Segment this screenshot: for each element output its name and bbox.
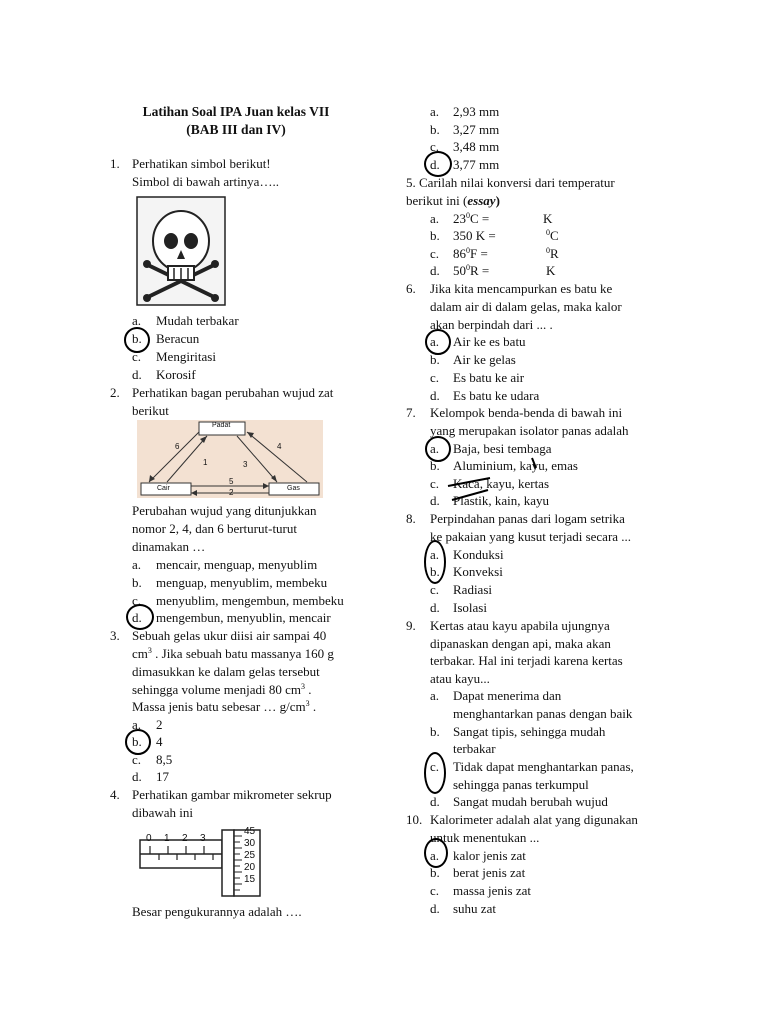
q5-item-c-unit: $^0$R (546, 246, 559, 261)
q3-number: 3. (110, 628, 120, 643)
skull-crossbones-symbol (136, 196, 226, 306)
q5-item-d-unit: K (546, 263, 556, 278)
q3-option-a: 2 (156, 717, 163, 732)
q8-number: 8. (406, 511, 416, 526)
q6-text: akan berpindah dari ... . (430, 317, 553, 332)
q6-text: dalam air di dalam gelas, maka kalor (430, 299, 622, 314)
q4-option-d: 3,77 mm (453, 157, 500, 172)
q10-option-letter: b. (430, 865, 440, 880)
q9-option-letter: d. (430, 794, 440, 809)
q1-option-letter: d. (132, 367, 142, 382)
q4-option-letter: b. (430, 122, 440, 137)
q6-text: Jika kita mencampurkan es batu ke (430, 281, 613, 296)
arrow-number: 5 (229, 477, 234, 486)
answer-circle-mark (124, 327, 150, 353)
q9-option-b: Sangat tipis, sehingga mudah (453, 724, 606, 739)
q8-option-letter: b. (430, 564, 440, 579)
q8-text: ke pakaian yang kusut terjadi secara ... (430, 529, 632, 544)
q2-text: berikut (132, 403, 169, 418)
q2-text: nomor 2, 4, dan 6 berturut-turut (132, 521, 297, 536)
q8-text: Perpindahan panas dari logam setrika (430, 511, 625, 526)
q5-item-d: $50^0R$ = (453, 263, 490, 278)
q9-text: dipanaskan dengan api, maka akan (430, 636, 611, 651)
q1-text: Perhatikan simbol berikut! (132, 156, 271, 171)
main-scale-label: 1 (164, 833, 170, 844)
q7-option-b: Aluminium, kayu, emas (453, 458, 578, 473)
q7-option-letter: a. (430, 441, 440, 456)
q4-option-b: 3,27 mm (453, 122, 500, 137)
thimble-scale-label: 20 (244, 862, 256, 873)
q9-option-letter: a. (430, 688, 440, 703)
answer-circle-mark (125, 729, 151, 755)
main-scale-label: 2 (182, 833, 188, 844)
q3-text: $cm^3$ . Jika sebuah batu massanya 160 g (132, 646, 334, 661)
answer-circle-mark (424, 540, 446, 584)
state-liquid-label: Cair (157, 485, 170, 492)
q4-option-c: 3,48 mm (453, 139, 500, 154)
q7-text: yang merupakan isolator panas adalah (430, 423, 629, 438)
q4-number: 4. (110, 787, 120, 802)
phase-change-diagram (137, 420, 323, 498)
q10-option-d: suhu zat (453, 901, 496, 916)
q6-option-c: Es batu ke air (453, 370, 525, 385)
q1-number: 1. (110, 156, 120, 171)
q3-option-letter: c. (132, 752, 142, 767)
q10-number: 10. (406, 812, 423, 827)
q2-option-letter: d. (132, 610, 142, 625)
q1-option-letter: a. (132, 313, 142, 328)
thimble-scale-label: 30 (244, 838, 256, 849)
q2-option-c: menyublim, mengembun, membeku (156, 593, 344, 608)
q3-option-b: 4 (156, 734, 163, 749)
q9-text: terbakar. Hal ini terjadi karena kertas (430, 653, 623, 668)
q5-item-letter: c. (430, 246, 440, 261)
q6-option-letter: a. (430, 334, 440, 349)
thimble-scale-label: 25 (244, 850, 256, 861)
q1-option-letter: c. (132, 349, 142, 364)
arrow-number: 1 (203, 458, 208, 467)
q2-text: dinamakan … (132, 539, 206, 554)
q8-option-b: Konveksi (453, 564, 503, 579)
page-title: Latihan Soal IPA Juan kelas VII (142, 104, 330, 119)
q4-option-letter: a. (430, 104, 440, 119)
q8-option-letter: c. (430, 582, 440, 597)
q5-item-a-unit: K (543, 211, 553, 226)
q8-option-letter: a. (430, 547, 440, 562)
q9-number: 9. (406, 618, 416, 633)
q4-option-a: 2,93 mm (453, 104, 500, 119)
q5-item-b: 350 K = (453, 228, 496, 243)
q7-option-letter: c. (430, 476, 440, 491)
q1-option-b: Beracun (156, 331, 200, 346)
q9-option-a-cont: menghantarkan panas dengan baik (453, 706, 633, 721)
q3-option-letter: b. (132, 734, 142, 749)
q9-text: Kertas atau kayu apabila ujungnya (430, 618, 610, 633)
q5-item-letter: d. (430, 263, 440, 278)
q8-option-d: Isolasi (453, 600, 487, 615)
q2-option-b: menguap, menyublim, membeku (156, 575, 328, 590)
q7-option-letter: b. (430, 458, 440, 473)
q10-option-letter: d. (430, 901, 440, 916)
q9-option-b-cont: terbakar (453, 741, 496, 756)
arrow-number: 6 (175, 442, 180, 451)
answer-circle-mark (424, 838, 448, 868)
q5-item-letter: a. (430, 211, 440, 226)
arrow-number: 2 (229, 488, 234, 497)
state-solid-label: Padat (212, 422, 231, 429)
q4-text: Besar pengukurannya adalah …. (132, 904, 302, 919)
q4-option-letter: d. (430, 157, 440, 172)
q10-option-a: kalor jenis zat (453, 848, 526, 863)
q7-option-d: Plastik, kain, kayu (453, 493, 550, 508)
q2-option-letter: a. (132, 557, 142, 572)
q9-option-letter: c. (430, 759, 440, 774)
q10-option-letter: c. (430, 883, 440, 898)
q6-option-a: Air ke es batu (453, 334, 526, 349)
q5-item-b-unit: $^0$C (546, 228, 559, 243)
answer-circle-mark (424, 752, 446, 794)
q8-option-letter: d. (430, 600, 440, 615)
q10-text: untuk menentukan ... (430, 830, 540, 845)
q2-option-letter: b. (132, 575, 142, 590)
q7-text: Kelompok benda-benda di bawah ini (430, 405, 623, 420)
q1-option-c: Mengiritasi (156, 349, 216, 364)
q10-option-b: berat jenis zat (453, 865, 526, 880)
q2-option-letter: c. (132, 593, 142, 608)
q6-option-letter: c. (430, 370, 440, 385)
thimble-scale-label: 45 (244, 826, 256, 837)
q4-option-letter: c. (430, 139, 440, 154)
q2-option-a: mencair, menguap, menyublim (156, 557, 318, 572)
q6-option-letter: d. (430, 388, 440, 403)
q9-option-a: Dapat menerima dan (453, 688, 562, 703)
q7-option-a: Baja, besi tembaga (453, 441, 552, 456)
q3-option-letter: a. (132, 717, 142, 732)
q10-option-letter: a. (430, 848, 440, 863)
pen-strike-marks (440, 456, 540, 506)
q1-text: Simbol di bawah artinya….. (132, 174, 279, 189)
q9-option-d: Sangat mudah berubah wujud (453, 794, 608, 809)
thimble-scale-label: 15 (244, 874, 256, 885)
answer-circle-mark (425, 329, 451, 355)
q3-option-d: 17 (156, 769, 169, 784)
q9-text: atau kayu... (430, 671, 490, 686)
q9-option-c: Tidak dapat menghantarkan panas, (453, 759, 634, 774)
q6-number: 6. (406, 281, 416, 296)
q4-text: dibawah ini (132, 805, 194, 820)
q1-option-d: Korosif (156, 367, 196, 382)
q4-text: Perhatikan gambar mikrometer sekrup (132, 787, 332, 802)
q8-option-c: Radiasi (453, 582, 492, 597)
q3-option-letter: d. (132, 769, 142, 784)
q7-option-letter: d. (430, 493, 440, 508)
q2-option-d: mengembun, menyublin, mencair (156, 610, 331, 625)
q1-option-letter: b. (132, 331, 142, 346)
q3-text: dimasukkan ke dalam gelas tersebut (132, 664, 320, 679)
q3-option-c: 8,5 (156, 752, 173, 767)
q3-text: Massa jenis batu sebesar … $g/cm^3$ . (132, 699, 317, 714)
micrometer-screw-gauge (138, 826, 266, 898)
q5-item-letter: b. (430, 228, 440, 243)
q1-option-a: Mudah terbakar (156, 313, 239, 328)
q5-item-a: $23^0C$ = (453, 211, 490, 226)
q5-text: 5. Carilah nilai konversi dari temperatur (406, 175, 615, 190)
q6-option-d: Es batu ke udara (453, 388, 540, 403)
arrow-number: 4 (277, 442, 282, 451)
q2-text: Perubahan wujud yang ditunjukkan (132, 503, 317, 518)
q5-item-c: $86^0F$ = (453, 246, 488, 261)
main-scale-label: 3 (200, 833, 206, 844)
q6-option-b: Air ke gelas (453, 352, 516, 367)
q9-option-letter: b. (430, 724, 440, 739)
q10-option-c: massa jenis zat (453, 883, 531, 898)
q3-text: sehingga volume menjadi 80 $cm^3$ . (132, 682, 312, 697)
main-scale-label: 0 (146, 833, 152, 844)
state-gas-label: Gas (287, 485, 300, 492)
page-subtitle: (BAB III dan IV) (186, 122, 286, 137)
q9-option-c-cont: sehingga panas terkumpul (453, 777, 589, 792)
arrow-number: 3 (243, 460, 248, 469)
q2-number: 2. (110, 385, 120, 400)
q10-text: Kalorimeter adalah alat yang digunakan (430, 812, 638, 827)
q8-option-a: Konduksi (453, 547, 504, 562)
q2-text: Perhatikan bagan perubahan wujud zat (132, 385, 334, 400)
q5-text: berikut ini (essay) (406, 193, 500, 208)
q6-option-letter: b. (430, 352, 440, 367)
q3-text: Sebuah gelas ukur diisi air sampai 40 (132, 628, 327, 643)
q7-option-c: Kaca, kayu, kertas (453, 476, 550, 491)
q7-number: 7. (406, 405, 416, 420)
